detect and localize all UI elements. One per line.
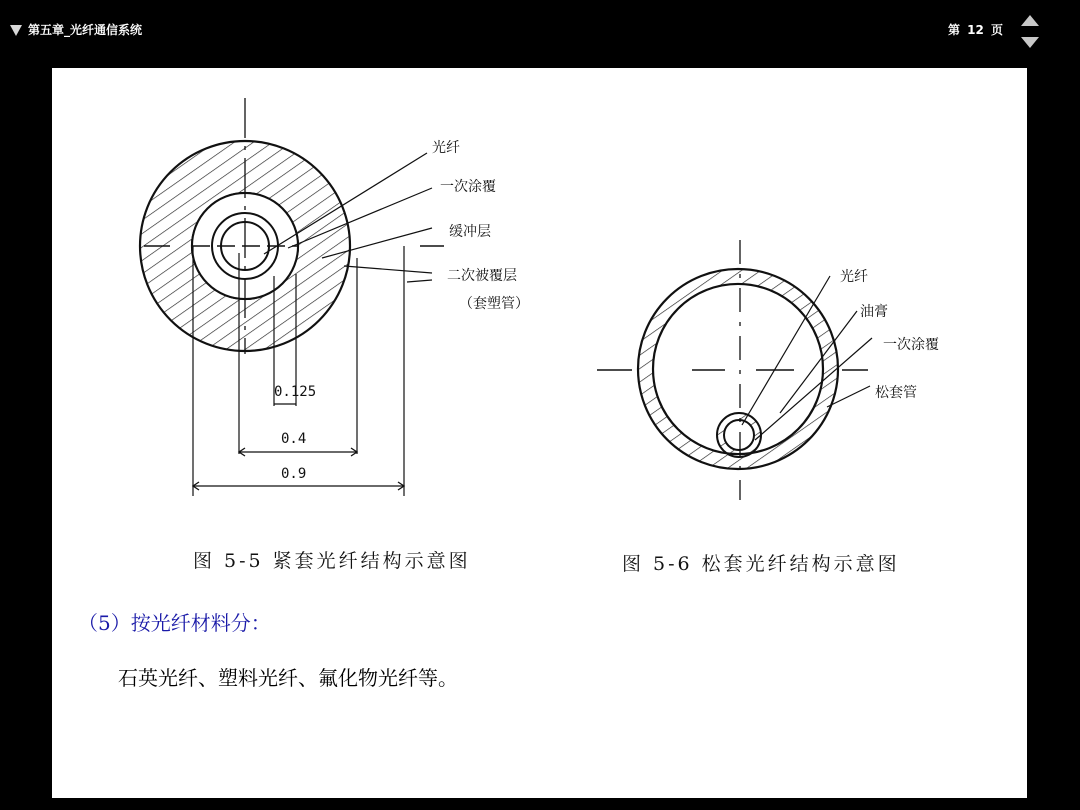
fiber-structure-diagrams bbox=[52, 68, 1027, 588]
caption-figure-5-6: 图 5-6 松套光纤结构示意图 bbox=[622, 553, 900, 575]
tight-label-primary-coating: 一次涂覆 bbox=[440, 179, 496, 195]
tight-label-buffer: 缓冲层 bbox=[449, 224, 491, 240]
section-body: 石英光纤、塑料光纤、氟化物光纤等。 bbox=[118, 666, 458, 690]
next-page-icon[interactable] bbox=[1021, 37, 1039, 48]
loose-fiber-figure bbox=[597, 240, 872, 500]
tight-label-fiber: 光纤 bbox=[432, 140, 460, 156]
tight-label-secondary-jacket: 二次被覆层 bbox=[447, 268, 517, 284]
loose-label-grease: 油膏 bbox=[860, 304, 888, 320]
section-heading: （5）按光纤材料分： bbox=[78, 611, 271, 635]
dimension-0-125: 0.125 bbox=[274, 384, 317, 400]
previous-page-icon[interactable] bbox=[1021, 15, 1039, 26]
dimension-0-9: 0.9 bbox=[281, 466, 307, 482]
menu-triangle-icon[interactable] bbox=[10, 25, 22, 36]
loose-label-primary-coating: 一次涂覆 bbox=[883, 337, 939, 353]
page-indicator: 第 12 页 bbox=[948, 23, 1004, 37]
tight-label-tube: （套塑管） bbox=[459, 296, 529, 312]
top-bar bbox=[0, 0, 1080, 62]
loose-label-fiber: 光纤 bbox=[840, 269, 868, 285]
chapter-title: 第五章_光纤通信系统 bbox=[28, 23, 143, 37]
slide-canvas bbox=[52, 68, 1027, 798]
caption-figure-5-5: 图 5-5 紧套光纤结构示意图 bbox=[193, 550, 471, 572]
loose-label-loose-tube: 松套管 bbox=[875, 385, 917, 401]
dimension-0-4: 0.4 bbox=[281, 431, 307, 447]
loose-fiber-core bbox=[724, 420, 754, 450]
